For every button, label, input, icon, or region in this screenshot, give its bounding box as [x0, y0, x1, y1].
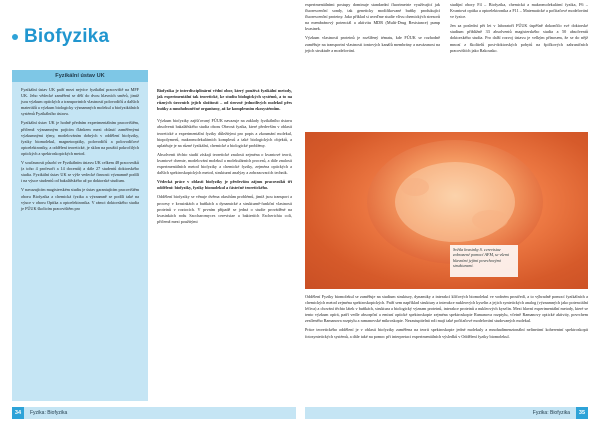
body-paragraph: Výzkum vlastností proteinů je rozšířený tématu, kde FÚUK se rozhodně zaměřuje na transportní vlastnosti iontových kanálů membrány a navázanost na jejich struktuře a modelování. [305, 35, 440, 53]
sidebar-paragraph: V navazujícím magisterském studiu je ústav garantujícím pracovištěm oboru Biofyzika a chemická fyzika a významně se podílí také na výuce v oboru Optika a optoelektronika. V rámci doktorského studia je FÚUK školicím pracovištěm pro [21, 187, 139, 211]
footer-right [305, 407, 588, 419]
body-paragraph: Oddělení Fyziky biomolekul se zaměřuje na studium struktury, dynamiky a interakcí klíčových biomolekul ve vodném prostředí, a to výhradně pomocí fyzikálních a chemických metod zejména spektroskopických. Patří sem například struktury a interakce nukleových kyselin a jejich syntetických analog (významných jako potenciální léčiva) a chování těchto látek v buňkách, struktura a biologický význam proteinů, interakce proteinů a nukleových kyselin. Mezi hlavní experimentální metody, které se tento výzkum opírá, patří vedle absorpční a emisní optické spektroskopie zejména spektroskopie Ramanova rozptylu, včetně Ramanovy optické aktivity, povrchem zesíleného Ramanova rozptylu a ramanovské mikroskopie. Nezastupitelná roli mají také počítačové modelování studovaných molekul. [305, 294, 588, 324]
body-paragraph: Vědecká práce v oblasti biofyziky je především zájmu pracovníků tří oddělení: biofyziky, fyziky biomolekul a částečně teoretického. [157, 179, 292, 191]
sidebar-paragraph: Fyzikální ústav UK patří mezi nejvíce fyzikální pracoviště na MFF UK. Jeho vědecké zaměření se dělí do dvou hlavních směrů, jimiž jsou výzkum optických a transportních vlastností polovodičů a dalších materiálů a výzkum biologicky významných molekul a biofyzikálních systémů Fyzikálního ústavu. [21, 87, 139, 117]
page-header [12, 26, 109, 48]
body-paragraph: Jen za poslední pět let v laboratoří FÚUK úspěšně dokončilo své doktorské studium přibližně 33 absolventů magisterského studia a 50 absolventů doktorského studia. Pro další rozvoj ústavu je velkým přínosem, že se do nějž mnozí z školitelů post-doktorských pobytů na špičkových zahraničních pracovištích jako Rakousko. [450, 23, 588, 53]
bullet-icon [12, 34, 18, 40]
page-title: Biofyzika [24, 26, 110, 47]
image-caption: Světla kvasinky S. cerevisiae zobrazené pomocí AFM, se všemi hlavními jejími povrchovými strukturami. [453, 247, 510, 269]
body-paragraph: experimentálními postupy dominuje standardní fluorimetrie využívající jak fluorescenční sondy, tak geneticky modifikované buňky produkující fluorescenční proteiny. Jako příklad si uveďme studie vlivu chemických stresorů na membránový potenciál a aktivitu MDR (Multi-Drug Resistance) pump kvasinek. [305, 2, 441, 32]
main-column [157, 88, 292, 228]
sidebar-paragraph: Fyzikální ústav UK je hodně předním experimentálním pracovištěm, přičemž významným pojícím článkem mezi oblastí zaměřenými výzkumnými týmy, modelováním dobrých v oddělení biofyziky, fyziky biomolekul, magnetooptiky, polovodičů a polovodičové optoelektroniky, a oddělení teoretické, je sklon na použití pokročilých optických a spektroskopických metod. [21, 120, 139, 156]
footer-left [12, 407, 296, 419]
body-paragraph: studijní obory F4 – Biofyzika, chemická a makromolekulární fyzika, F6 – Kvantová optika a optoelektronika a F11 – Matematické a počítačové modelování ve fyzice. [450, 2, 588, 20]
body-paragraph: Práce teoretického oddělení je v oblasti biofyziky zaměřena na teorii spektroskopie jedné molekuly a mnohadimenzionální nelineární koherentní spektroskopii fotosyntetických systémů, a dále také na pomoc při interpretaci experimentálních výsledků v Oddělení fyziky biomolekul. [305, 327, 588, 339]
body-paragraph: Výzkum biofyziky zajišťovaný FÚUK navazuje na zaklady fyzikálního ústavu absolventi bakalářského studia oboru Obecná fyzika, které především v oblasti teoretické a experimentální fyziky důležitými pro popis a zkoumání molekul, biopolymerů, makromolekulárních komplexů a také biologických objektů, a uplatňuje je na různé fyzikální, chemické a biologické problémy. [157, 118, 292, 148]
body-paragraph: Absolventi těchto studií získají teoretické znalosti zejména o kvantové teorii, kvantové chemie, modelování molekul a molekulárních procesů, a dále znalosti experimentálních metod biofyziky a chemické fyziky, zejména optických a dalších spektroskopických metod, strukturní analýzy a zobrazovacích technik. [157, 151, 292, 176]
sidebar-body [12, 82, 148, 212]
lower-text [305, 294, 588, 343]
page-number-right: 35 [576, 407, 588, 419]
image-caption-box [450, 245, 518, 277]
body-paragraph: Oddělení biofyziky se věnuje dvěma okruhům problémů, jimiž jsou transport a procesy v kvasinkách a buňkách a dynamické a strukturně-funkční vlastnosti proteinů v roztocích. V prvním případě se jedná o studie prováděné na kvasinkách rodu Saccharomyces cerevisiae a bakteriích Escherichia coli, přičemž mezi použitými [157, 194, 292, 224]
running-title-right: Fyzika: Biofyzika [532, 410, 570, 416]
right-column [305, 2, 440, 57]
yeast-afm-image [305, 132, 588, 289]
sidebar-paragraph: V současnosti působí ve Fyzikálním ústavu UK celkem 48 pracovníků (z toho 4 profesoři a 14 docentů) a dále 27 studentů doktorského studia. Fyzikální ústav UK se výše vedecké činnosti významně podílí i na výuce studentů od bakalářského až po doktorské studium. [21, 160, 139, 184]
running-title-left: Fyzika: Biofyzika [30, 410, 68, 416]
sidebar-box [12, 70, 148, 401]
far-right-column [450, 2, 588, 57]
sidebar-heading: Fyzikální ústav UK [12, 70, 148, 82]
intro-paragraph: Biofyzika je interdisciplinární vědní obor, který používá fyzikální metody, jak experimentální tak teoretické, ke studiu biologických systémů, a to na různých úrovních jejich složitosti – od úrovně jednotlivých molekul přes buňky a mnohobuněčné organismy, až ke komplexním ekosystémům. [157, 88, 292, 112]
yeast-cell-illustration [305, 132, 588, 289]
page-number-left: 34 [12, 407, 24, 419]
